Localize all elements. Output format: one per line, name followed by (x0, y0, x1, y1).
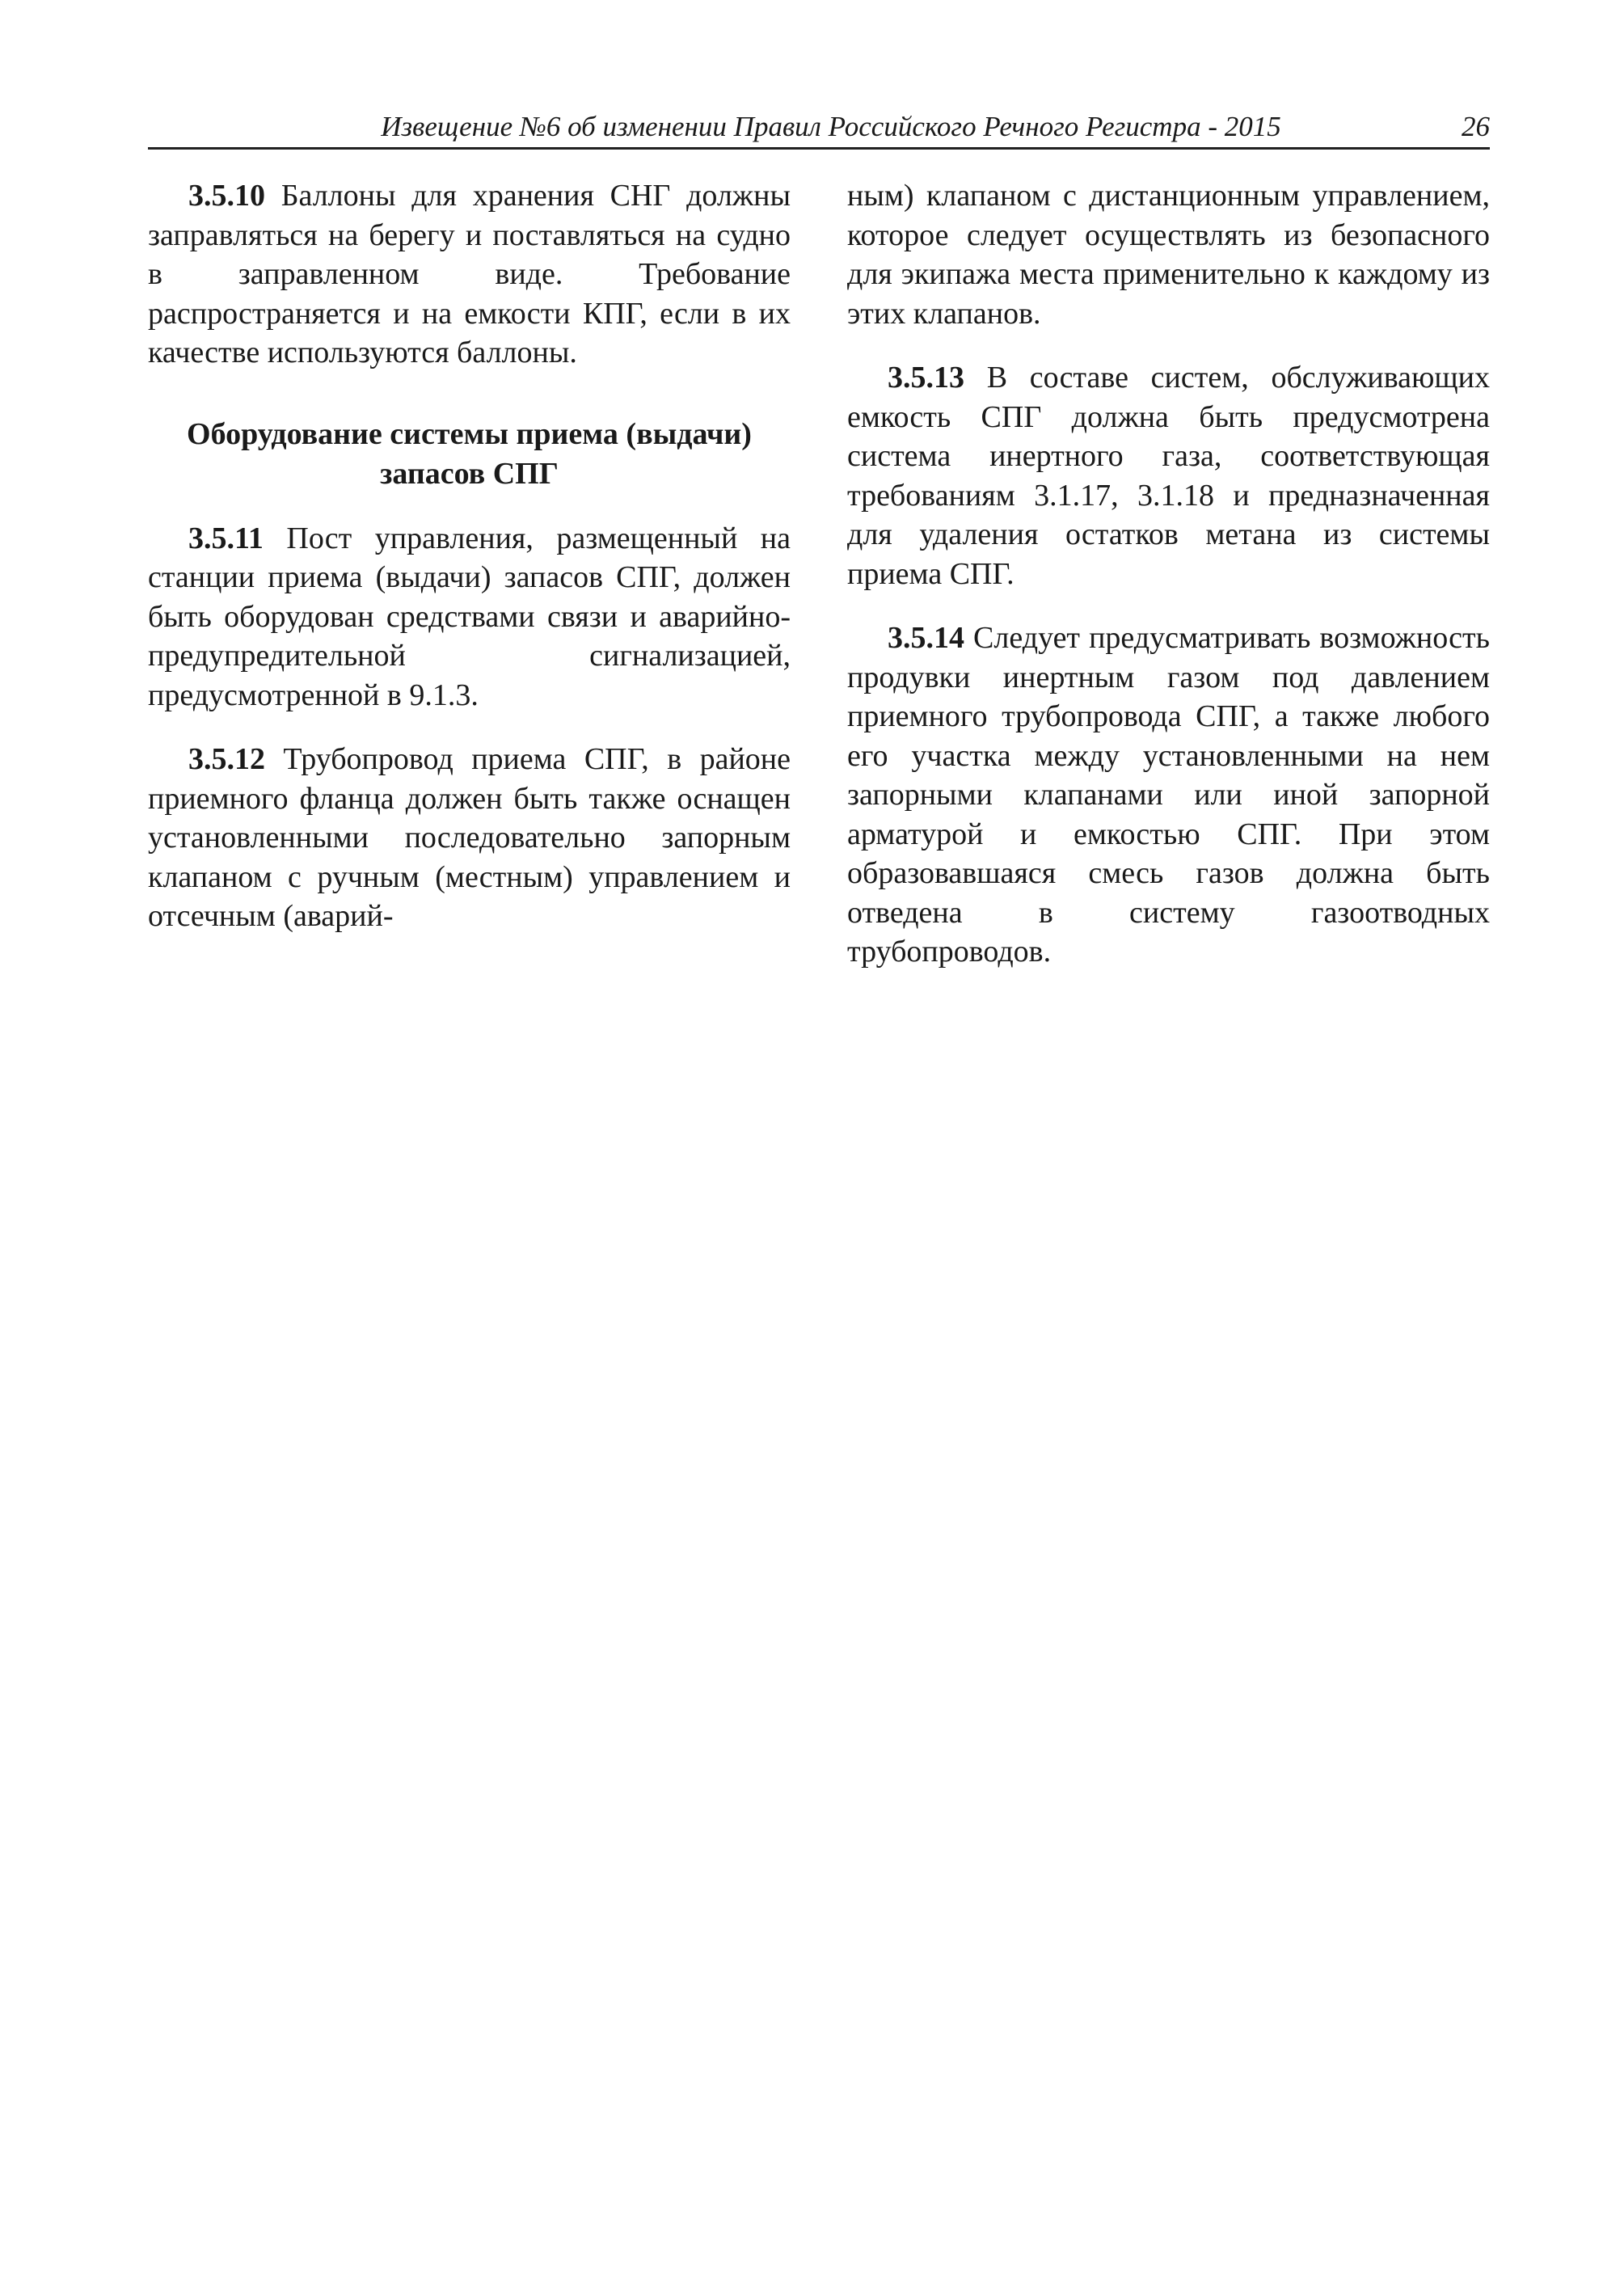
paragraph-3-5-10 (148, 176, 791, 373)
paragraph-3-5-12 (148, 740, 791, 936)
paragraph-text: Следует предусматривать возможность продувки инертным газом под давлением приемного трубопровода СПГ, а также любого его участка между установленными на нем запорными клапанами или иной запорной арматурой и емкостью СПГ. При этом образовавшаяся смесь газов должна быть отведена в систему газоотводных трубопроводов. (847, 621, 1490, 969)
page-number: 26 (1462, 111, 1490, 142)
right-column (847, 176, 1490, 997)
paragraph-text: В составе систем, обслуживающих емкость СПГ должна быть предусмотрена система инертного газа, соответствующая требованиям 3.1.17, 3.1.18 и предназначенная для удаления остатков метана из системы приема СПГ. (847, 361, 1490, 591)
page-header (148, 107, 1490, 150)
paragraph-text: Трубопровод приема СПГ, в районе приемного фланца должен быть также оснащен установленными последовательно запорным клапаном с ручным (местным) управлением и отсечным (аварий- (148, 742, 791, 933)
paragraph-number: 3.5.14 (888, 621, 964, 655)
paragraph-text: Баллоны для хранения СНГ должны заправляться на берегу и поставляться на судно в заправленном виде. Требование распространяется и на емкости КПГ, если в их качестве используются баллоны. (148, 179, 791, 369)
paragraph-text: Пост управления, размещенный на станции приема (выдачи) запасов СПГ, должен быть оборудован средствами связи и аварийно-предупредительной сигнализацией, предусмотренной в 9.1.3. (148, 521, 791, 712)
header-title: Извещение №6 об изменении Правил Российского Речного Регистра - 2015 (381, 111, 1281, 142)
left-column (148, 176, 791, 961)
paragraph-number: 3.5.11 (188, 521, 264, 555)
paragraph-3-5-13 (847, 358, 1490, 593)
paragraph-3-5-12-continued (847, 176, 1490, 333)
paragraph-3-5-14 (847, 618, 1490, 972)
paragraph-number: 3.5.12 (188, 742, 265, 776)
paragraph-text: ным) клапаном с дистанционным управлением, которое следует осуществлять из безопасного для экипажа места применительно к каждому из этих клапанов. (847, 179, 1490, 331)
paragraph-number: 3.5.13 (888, 361, 964, 395)
paragraph-3-5-11 (148, 519, 791, 715)
section-heading: Оборудование системы приема (выдачи) запасов СПГ (187, 416, 752, 491)
paragraph-number: 3.5.10 (188, 179, 265, 213)
